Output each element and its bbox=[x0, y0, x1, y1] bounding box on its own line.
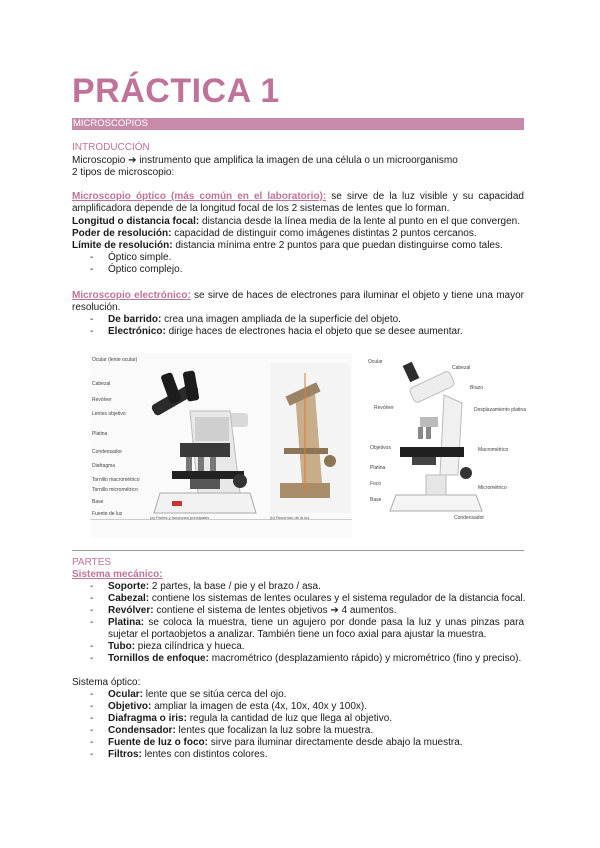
section-band bbox=[72, 118, 524, 130]
figure-label: Macrométrico bbox=[478, 447, 509, 453]
figure-label: Diafragma bbox=[92, 463, 116, 469]
focal-line bbox=[72, 216, 520, 228]
partes-heading: PARTES bbox=[72, 557, 112, 568]
figure-label: Micrométrico bbox=[478, 485, 507, 491]
focal-desc: distancia desde la línea media de la lente al punto en el que convergen. bbox=[199, 216, 521, 227]
figure-label: Revólver bbox=[92, 397, 112, 403]
microscope-figure-left bbox=[90, 353, 352, 538]
figure-label: Lentes objetivo bbox=[92, 411, 126, 417]
mecanico-heading: Sistema mecánico: bbox=[72, 569, 163, 580]
microscope-illustration-left bbox=[90, 353, 352, 538]
figure-label: Cabezal bbox=[452, 365, 471, 371]
limite-term: Límite de resolución: bbox=[72, 240, 173, 251]
figure-label: Brazo bbox=[470, 385, 484, 391]
intro-line-1: Microscopio ➔ instrumento que amplifica la imagen de una célula o un microorganismo bbox=[72, 155, 458, 166]
optico-desc: se sirve de la luz visible y su capacidad amplificadora depende de la longitud focal de los 2 sistemas de lentes que lo forman. bbox=[72, 191, 524, 214]
poder-term: Poder de resolución: bbox=[72, 228, 172, 239]
figure-label: Base bbox=[92, 499, 104, 505]
figure-label: Tornillo macrométrico bbox=[92, 477, 140, 483]
intro-line-2: 2 tipos de microscopio: bbox=[72, 167, 175, 178]
figure-label: Condensador bbox=[92, 449, 123, 455]
figure-label: Tornillo micrométrico bbox=[92, 487, 138, 493]
figure-label: Foco bbox=[370, 481, 382, 487]
figure-label: Platina bbox=[92, 431, 108, 437]
poder-desc: capacidad de distinguir como imágenes distintas 2 puntos cercanos. bbox=[171, 228, 477, 239]
figure-label: Base bbox=[370, 497, 382, 503]
optico-paragraph bbox=[72, 191, 524, 215]
optico-term: Microscopio óptico (más común en el laboratorio): bbox=[72, 191, 327, 202]
section-band-label: MICROSCOPIOS bbox=[73, 118, 148, 129]
focal-term: Longitud o distancia focal: bbox=[72, 216, 200, 227]
intro-heading: INTRODUCCIÓN bbox=[72, 142, 150, 153]
figure-caption-a: (a) Partes y funciones principales bbox=[150, 515, 210, 520]
figure-label: Platina bbox=[370, 465, 386, 471]
electronico-desc: se sirve de haces de electrones para iluminar el objeto y tiene una mayor resolución. bbox=[72, 290, 524, 313]
figure-label: Condensador bbox=[454, 515, 485, 521]
figure-label: Revólver bbox=[374, 405, 394, 411]
divider bbox=[72, 550, 524, 551]
figure-label: Objetivos bbox=[370, 445, 391, 451]
poder-line bbox=[72, 228, 477, 240]
microscope-illustration-right bbox=[366, 355, 526, 525]
figure-label: Fuente de luz bbox=[92, 511, 123, 517]
limite-desc: distancia mínima entre 2 puntos para que puedan distinguirse como tales. bbox=[172, 240, 503, 251]
list-item: - Platina: se coloca la muestra, tiene un agujero por donde pasa la luz y unas pinzas para sujetar el portaobjetos a analizar. También tiene un foco axial para ajustar la muestra. bbox=[90, 617, 524, 640]
page-title: PRÁCTICA 1 bbox=[72, 72, 280, 110]
optico-heading: Sistema óptico: bbox=[72, 677, 141, 688]
figure-label: Desplazamiento platina bbox=[474, 407, 526, 413]
electronico-paragraph bbox=[72, 290, 524, 314]
figure-label: Ocular bbox=[368, 359, 383, 365]
figure-label: Cabezal bbox=[92, 381, 111, 387]
microscope-figure-right bbox=[366, 355, 526, 525]
figure-caption-b: (b) Recorrido de la luz bbox=[270, 515, 310, 520]
limite-line bbox=[72, 240, 503, 252]
figure-label: Ocular (lente ocular) bbox=[92, 357, 138, 363]
electronico-term: Microscopio electrónico: bbox=[72, 290, 191, 301]
